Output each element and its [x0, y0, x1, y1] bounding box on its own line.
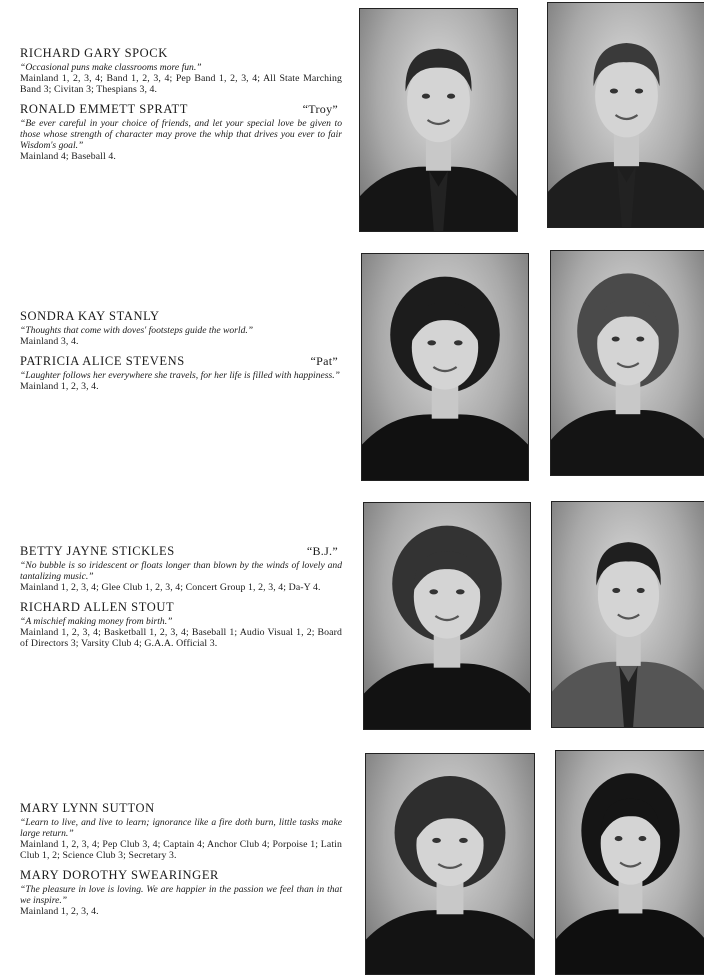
student-activities: Mainland 1, 2, 3, 4.: [20, 906, 99, 917]
eye-shape: [639, 836, 647, 841]
student-name: PATRICIA ALICE STEVENS: [20, 354, 185, 368]
portrait-photo-stevens: [550, 250, 704, 476]
portrait-figure: [556, 751, 704, 974]
student-name: BETTY JAYNE STICKLES: [20, 544, 175, 558]
shoulders-shape: [362, 414, 528, 480]
shoulders-shape: [366, 910, 534, 974]
student-entry-stanly: [20, 309, 342, 392]
student-activities: Mainland 1, 2, 3, 4; Glee Club 1, 2, 3, 4; Concert Group 1, 2, 3, 4; Da-Y 4.: [20, 582, 321, 593]
portrait-figure: [548, 3, 704, 227]
student-activities: Mainland 4; Baseball 4.: [20, 151, 116, 162]
eye-shape: [422, 94, 430, 99]
eye-shape: [636, 336, 644, 341]
shoulders-shape: [556, 909, 704, 974]
portrait-photo-stanly: [361, 253, 529, 481]
student-name: SONDRA KAY STANLY: [20, 309, 160, 323]
student-nickname: “Troy”: [302, 102, 338, 116]
student-entry-spock: [20, 46, 342, 162]
eye-shape: [635, 88, 643, 93]
eye-shape: [447, 94, 455, 99]
student-activities: Mainland 3, 4.: [20, 336, 79, 347]
student-quote: “Be ever careful in your choice of friends, and let your special love be given to those whose strength of character may prove the whip that drives you ever to fair Wisdom's goal.”: [20, 118, 342, 151]
eye-shape: [612, 336, 620, 341]
portrait-photo-stout: [551, 501, 704, 728]
eye-shape: [610, 88, 618, 93]
eye-shape: [429, 589, 438, 594]
eye-shape: [459, 838, 468, 843]
student-entry-stickles: [20, 544, 342, 649]
portrait-photo-spock: [359, 8, 518, 232]
eye-shape: [612, 588, 620, 593]
eye-shape: [454, 340, 463, 345]
student-entry-sutton: [20, 801, 342, 917]
portrait-photo-stickles: [363, 502, 531, 730]
portrait-figure: [360, 9, 517, 231]
student-name: RONALD EMMETT SPRATT: [20, 102, 189, 116]
eye-shape: [456, 589, 465, 594]
student-quote: “Laughter follows her everywhere she travels, for her life is filled with happiness.”: [20, 370, 340, 381]
student-activities: Mainland 1, 2, 3, 4.: [20, 381, 99, 392]
student-activities: Mainland 1, 2, 3, 4; Band 1, 2, 3, 4; Pep Band 1, 2, 3, 4; All State Marching Band 3; Civitan 3; Thespians 3, 4.: [20, 73, 342, 95]
shoulders-shape: [551, 410, 704, 475]
portrait-figure: [552, 502, 704, 727]
portrait-figure: [551, 251, 704, 475]
eye-shape: [432, 838, 441, 843]
eye-shape: [637, 588, 645, 593]
student-nickname: “Pat”: [310, 354, 338, 368]
student-nickname: “B.J.”: [306, 544, 338, 558]
student-quote: “No bubble is so iridescent or floats longer than blown by the winds of lovely and tantalizing music.”: [20, 560, 342, 582]
student-name: RICHARD ALLEN STOUT: [20, 600, 175, 614]
student-activities: Mainland 1, 2, 3, 4; Basketball 1, 2, 3, 4; Baseball 1; Audio Visual 1, 2; Board of Directors 3; Varsity Club 4; G.A.A. Official 3.: [20, 627, 342, 649]
portrait-photo-spratt: [547, 2, 704, 228]
portrait-figure: [364, 503, 530, 729]
portrait-figure: [366, 754, 534, 974]
shoulders-shape: [364, 663, 530, 729]
portrait-photo-sutton: [365, 753, 535, 975]
student-name: MARY DOROTHY SWEARINGER: [20, 868, 219, 882]
portrait-figure: [362, 254, 528, 480]
portrait-photo-swearinger: [555, 750, 704, 975]
student-quote: “Occasional puns make classrooms more fun.”: [20, 62, 202, 73]
student-quote: “The pleasure in love is loving. We are happier in the passion we feel than in that we inspire.”: [20, 884, 342, 906]
eye-shape: [615, 836, 623, 841]
student-quote: “A mischief making money from birth.”: [20, 616, 173, 627]
student-quote: “Thoughts that come with doves' footsteps guide the world.”: [20, 325, 254, 336]
eye-shape: [427, 340, 436, 345]
student-activities: Mainland 1, 2, 3, 4; Pep Club 3, 4; Captain 4; Anchor Club 4; Porpoise 1; Latin Club 1, 2; Science Club 3; Secretary 3.: [20, 839, 342, 861]
student-quote: “Learn to live, and live to learn; ignorance like a fire doth burn, little tasks make large return.”: [20, 817, 342, 839]
student-name: MARY LYNN SUTTON: [20, 801, 155, 815]
student-name: RICHARD GARY SPOCK: [20, 46, 168, 60]
